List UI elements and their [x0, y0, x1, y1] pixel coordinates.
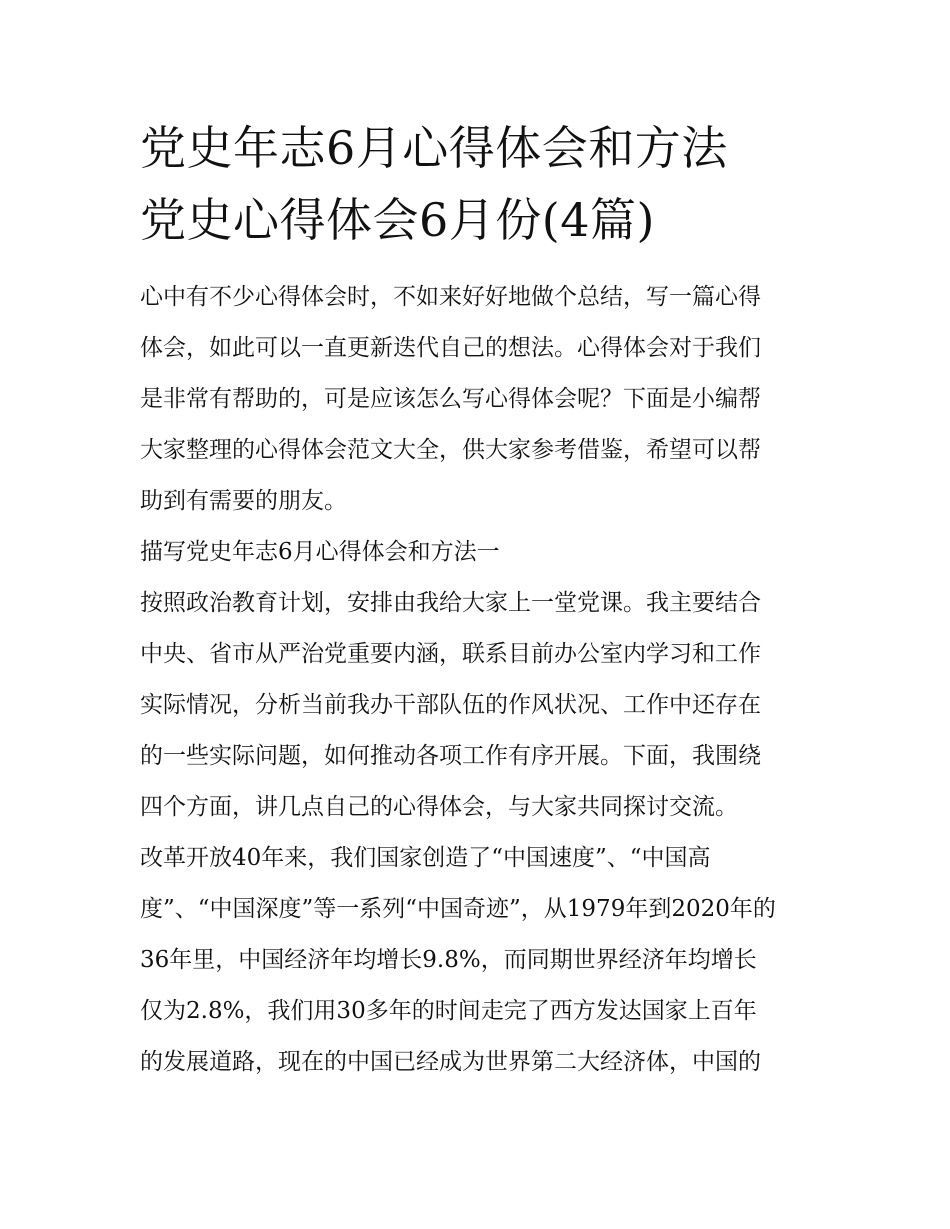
text-line: 度”、“中国深度”等一系列“中国奇迹”，从1979年到2020年的 — [140, 896, 776, 922]
text-line: 实际情况，分析当前我办干部队伍的作风状况、工作中还存在 — [140, 692, 761, 718]
text-line: 助到有需要的朋友。 — [140, 488, 347, 514]
text-line: 体会，如此可以一直更新迭代自己的想法。心得体会对于我们 — [140, 335, 761, 361]
body-paragraph — [140, 578, 815, 833]
document-body — [140, 272, 815, 1088]
text-line: 描写党史年志6月心得体会和方法一 — [140, 539, 500, 565]
title-line: 党史年志6月心得体会和方法 — [140, 121, 728, 175]
text-line: 心中有不少心得体会时，不如来好好地做个总结，写一篇心得 — [140, 284, 761, 310]
body-paragraph — [140, 833, 815, 1088]
document-title — [140, 112, 815, 256]
text-line: 改革开放40年来，我们国家创造了“中国速度”、“中国高 — [140, 845, 711, 871]
text-line: 36年里，中国经济年均增长9.8%，而同期世界经济年均增长 — [140, 947, 757, 973]
intro-paragraph — [140, 272, 815, 527]
text-line: 中央、省市从严治党重要内涵，联系目前办公室内学习和工作 — [140, 641, 761, 667]
document-content — [140, 112, 815, 1088]
title-line: 党史心得体会6月份(4篇) — [140, 193, 655, 247]
text-line: 按照政治教育计划，安排由我给大家上一堂党课。我主要结合 — [140, 590, 761, 616]
text-line: 四个方面，讲几点自己的心得体会，与大家共同探讨交流。 — [140, 794, 738, 820]
text-line: 的一些实际问题，如何推动各项工作有序开展。下面，我围绕 — [140, 743, 761, 769]
section-heading — [140, 527, 815, 578]
text-line: 是非常有帮助的，可是应该怎么写心得体会呢？下面是小编帮 — [140, 386, 761, 412]
text-line: 的发展道路，现在的中国已经成为世界第二大经济体，中国的 — [140, 1049, 761, 1075]
text-line: 大家整理的心得体会范文大全，供大家参考借鉴，希望可以帮 — [140, 437, 761, 463]
text-line: 仅为2.8%，我们用30多年的时间走完了西方发达国家上百年 — [140, 998, 757, 1024]
